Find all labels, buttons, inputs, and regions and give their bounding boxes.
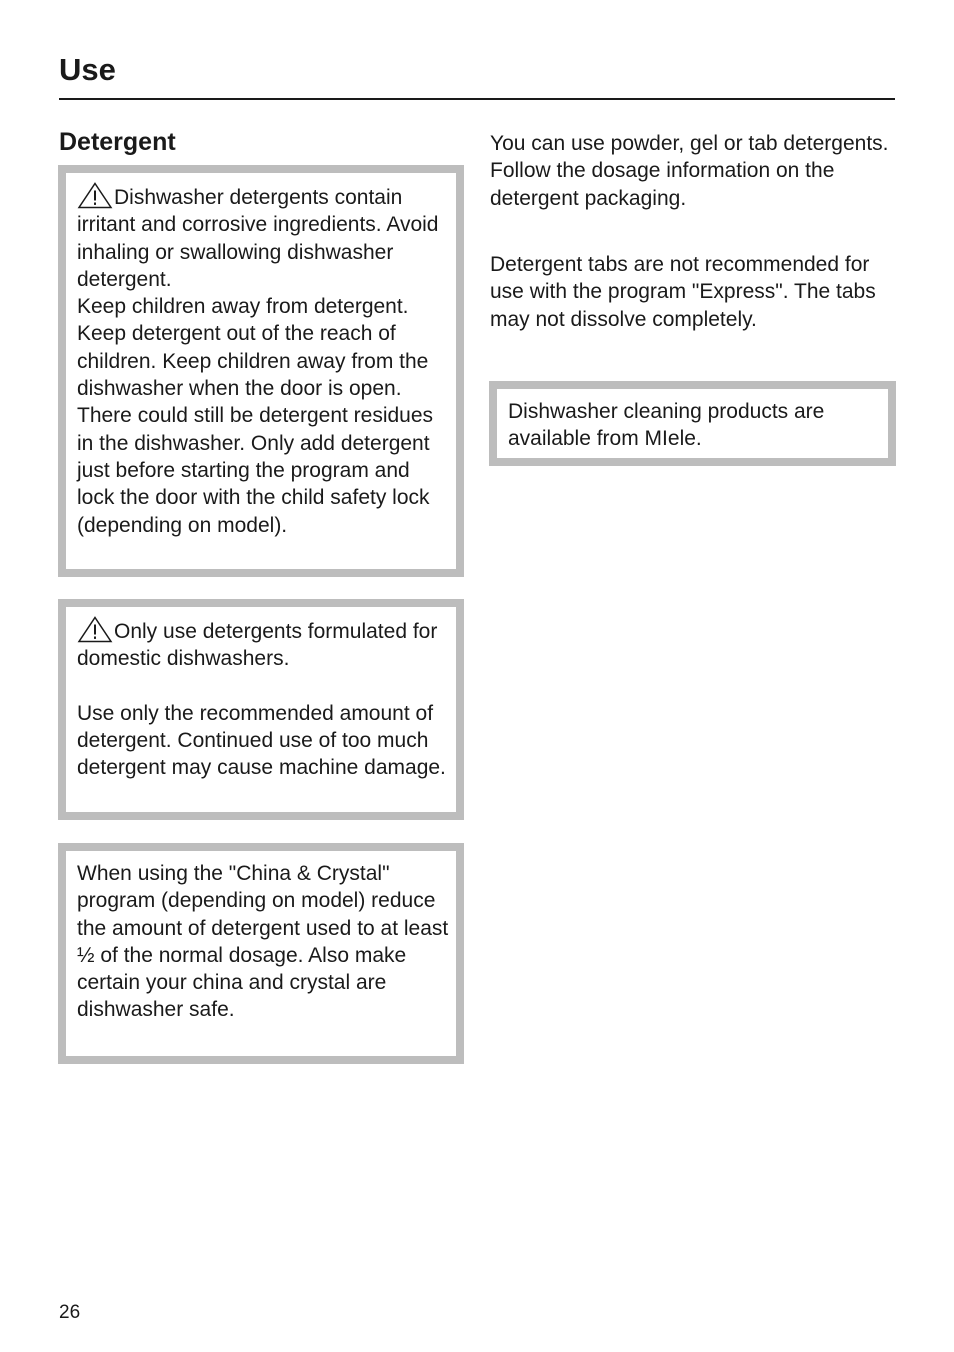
detergent-types-paragraph: You can use powder, gel or tab detergents. Follow the dosage information on the detergent packaging. [490,132,889,210]
warning-box-child-safety [58,165,464,577]
warning-body-text: Keep children away from detergent. Keep detergent out of the reach of children. Keep children away from the dishwasher when the door is open. There could still be detergent residues in the dishwasher. Only add detergent just before starting the program and lock the door with the child safety lock (depending on model). [77,295,434,537]
warning-box-domestic-detergent [58,599,464,820]
warning-paragraph [77,616,450,673]
page-title: Use [59,52,116,87]
page-number: 26 [59,1302,81,1323]
detergent-tabs-paragraph: Detergent tabs are not recommended for use with the program "Express". The tabs may not dissolve completely. [490,253,876,331]
warning-intro-text: Only use detergents formulated for domestic dishwashers. [77,620,438,671]
note-box-cleaning-products [489,381,896,466]
warning-body-text: Use only the recommended amount of detergent. Continued use of too much detergent may cause machine damage. [77,701,446,780]
warning-paragraph [77,182,450,293]
note-box-china-crystal [58,843,464,1064]
warning-triangle-icon [77,616,113,643]
title-rule [59,98,895,100]
warning-intro-text: Dishwasher detergents contain irritant and corrosive ingredients. Avoid inhaling or swallowing dishwasher detergent. [77,186,439,291]
warning-triangle-icon [77,182,113,209]
section-heading: Detergent [59,128,176,156]
note-text: When using the "China & Crystal" program (depending on model) reduce the amount of detergent used to at least ½ of the normal dosage. Also make certain your china and crystal are dishwasher safe. [77,862,449,1022]
note-text: Dishwasher cleaning products are available from MIele. [508,400,825,451]
